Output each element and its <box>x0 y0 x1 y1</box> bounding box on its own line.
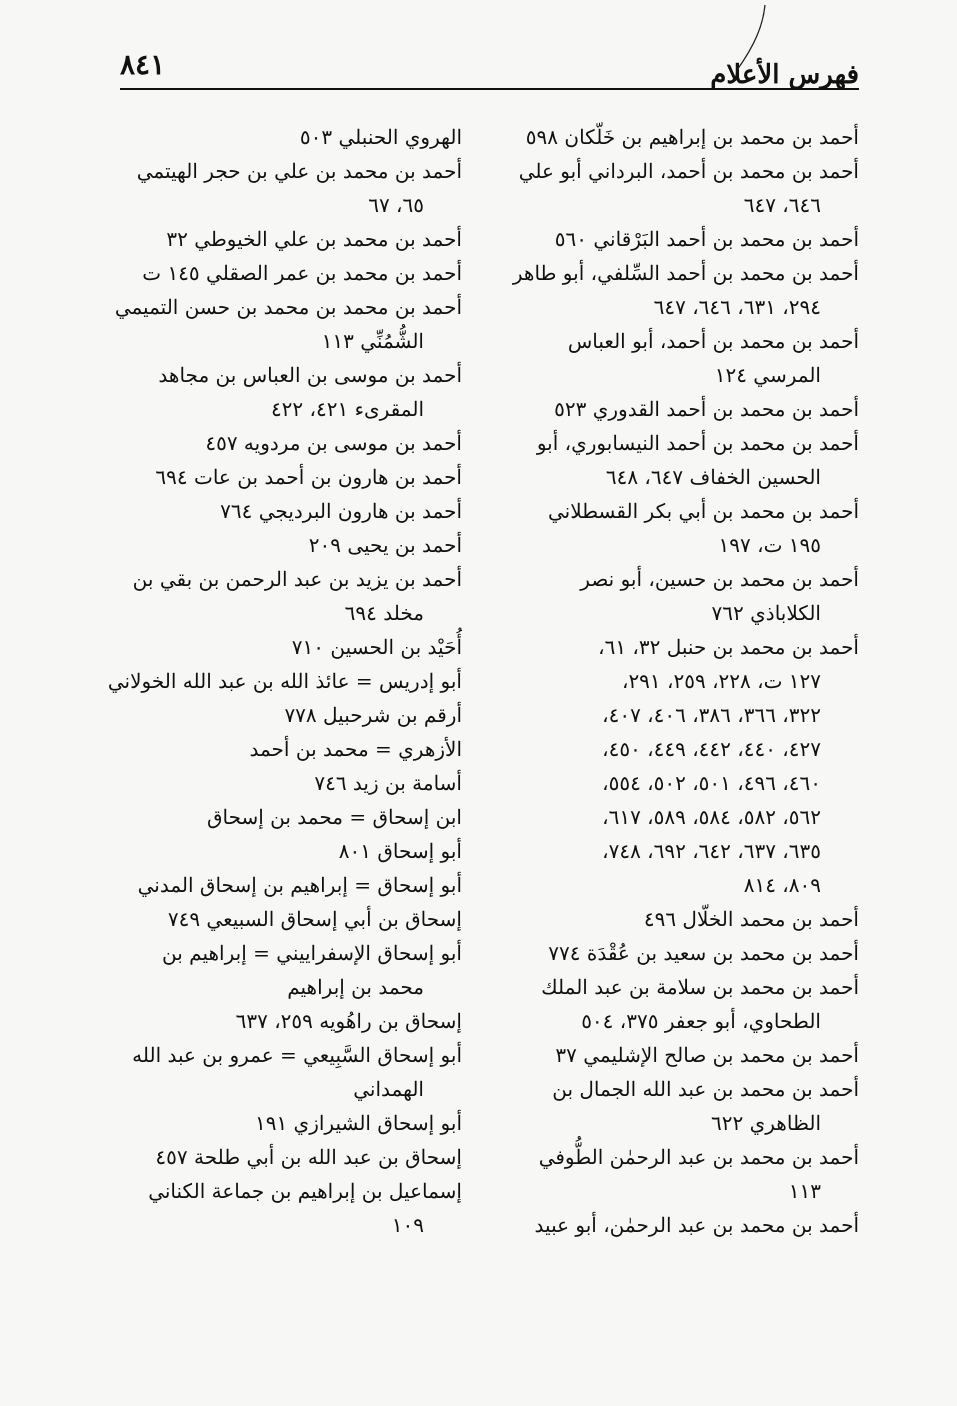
page-number: ٨٤١ <box>120 48 166 81</box>
index-title: فهرس الأعلام <box>710 60 859 90</box>
index-entry <box>112 460 462 494</box>
index-entry <box>107 664 462 698</box>
index-entry-line: أحمد بن محمد بن حسين، أبو نصر <box>580 567 859 591</box>
index-entry <box>112 256 462 290</box>
index-entry <box>489 562 859 630</box>
index-entry-line: الهروي الحنبلي ٥٠٣ <box>299 125 462 149</box>
index-entry <box>112 1174 462 1242</box>
index-entry-line: أحمد بن محمد بن عمر الصقلي ١٤٥ ت <box>142 261 462 285</box>
index-entry <box>489 392 859 426</box>
index-entry <box>489 154 859 222</box>
index-entry-line: محمد بن إبراهيم <box>287 975 424 999</box>
index-entry <box>489 630 859 902</box>
index-entry-line: أحمد بن محمد بن أحمد السِّلفي، أبو طاهر <box>512 261 859 285</box>
index-entry-line: أحمد بن محمد بن صالح الإشليمي ٣٧ <box>555 1043 859 1067</box>
index-entry-line: الطحاوي، أبو جعفر ٣٧٥، ٥٠٤ <box>581 1009 821 1033</box>
index-entry-line: أبو إدريس = عائذ الله بن عبد الله الخولاني <box>107 669 462 693</box>
index-entry-line: إسحاق بن راهُويه ٢٥٩، ٦٣٧ <box>235 1009 462 1033</box>
index-entry-line: ٨٠٩، ٨١٤ <box>743 873 821 897</box>
index-entry-line: أحمد بن محمد الخلّال ٤٩٦ <box>643 907 859 931</box>
index-entry <box>112 290 462 358</box>
index-entry <box>489 970 859 1038</box>
index-entry-line: أبو إسحاق = إبراهيم بن إسحاق المدني <box>137 873 462 897</box>
index-entry-line: ١٩٥ ت، ١٩٧ <box>718 533 821 557</box>
index-entry-line: أبو إسحاق الإسفراييني = إبراهيم بن <box>162 941 462 965</box>
index-entry-line: ٢٩٤، ٦٣١، ٦٤٦، ٦٤٧ <box>653 295 821 319</box>
index-entry-line: ٦٤٦، ٦٤٧ <box>743 193 821 217</box>
index-entry <box>489 324 859 392</box>
index-entry-line: المقرىء ٤٢١، ٤٢٢ <box>270 397 424 421</box>
index-entry <box>112 800 462 834</box>
index-entry-line: أحمد بن محمد بن أحمد النيسابوري، أبو <box>536 431 859 455</box>
index-entry-line: أحمد بن هارون البرديجي ٧٦٤ <box>220 499 462 523</box>
index-entry-line: أحمد بن محمد بن سعيد بن عُقْدَة ٧٧٤ <box>548 941 859 965</box>
index-entry-line: أبو إسحاق السَّبِيعي = عمرو بن عبد الله <box>132 1043 462 1067</box>
index-entry-line: ١٠٩ <box>391 1213 424 1237</box>
index-entry-line: أحمد بن هارون بن أحمد بن عات ٦٩٤ <box>155 465 462 489</box>
index-column-right <box>489 120 859 1242</box>
index-entry-line: ١١٣ <box>788 1179 821 1203</box>
index-entry <box>489 426 859 494</box>
index-entry-line: إسماعيل بن إبراهيم بن جماعة الكناني <box>148 1179 462 1203</box>
index-entry <box>112 698 462 732</box>
index-entry <box>112 528 462 562</box>
index-entry-line: أحمد بن محمد بن سلامة بن عبد الملك <box>541 975 859 999</box>
index-entry-line: الكلاباذي ٧٦٢ <box>711 601 821 625</box>
index-entry <box>112 1038 462 1106</box>
index-entry <box>112 936 462 1004</box>
index-entry-line: أبو إسحاق ٨٠١ <box>338 839 462 863</box>
index-entry <box>112 1140 462 1174</box>
index-entry <box>112 1106 462 1140</box>
index-entry-line: أحمد بن موسى بن العباس بن مجاهد <box>158 363 462 387</box>
index-entry-line: أحمد بن محمد بن أحمد، البرداني أبو علي <box>518 159 859 183</box>
index-entry-line: أحمد بن محمد بن أحمد القدوري ٥٢٣ <box>554 397 859 421</box>
index-entry-line: الهمداني <box>353 1077 424 1101</box>
index-entry-line: ٤٢٧، ٤٤٠، ٤٤٢، ٤٤٩، ٤٥٠، <box>602 737 821 761</box>
index-entry <box>489 494 859 562</box>
index-entry-line: أرقم بن شرحبيل ٧٧٨ <box>284 703 462 727</box>
index-entry <box>112 834 462 868</box>
index-entry <box>489 1140 859 1208</box>
index-entry-line: أحمد بن محمد بن أحمد البَرْقاني ٥٦٠ <box>554 227 859 251</box>
index-entry-line: ١٢٧ ت، ٢٢٨، ٢٥٩، ٢٩١، <box>621 669 821 693</box>
index-entry <box>112 222 462 256</box>
index-entry <box>112 1004 462 1038</box>
index-entry <box>112 902 462 936</box>
header-rule <box>120 88 859 90</box>
index-entry-line: أحمد بن محمد بن عبد الرحمٰن الطُّوفي <box>538 1145 859 1169</box>
index-entry-line: أحمد بن يزيد بن عبد الرحمن بن بقي بن <box>132 567 462 591</box>
index-entry <box>489 1208 859 1242</box>
index-entry-line: أحمد بن محمد بن علي بن حجر الهيتمي <box>136 159 462 183</box>
index-entry <box>489 222 859 256</box>
index-entry-line: الظاهري ٦٢٢ <box>711 1111 821 1135</box>
index-entry <box>112 562 462 630</box>
index-entry-line: الأزهري = محمد بن أحمد <box>249 737 462 761</box>
index-entry-line: أسامة بن زيد ٧٤٦ <box>314 771 462 795</box>
index-entry <box>112 630 462 664</box>
header-stroke <box>735 0 775 80</box>
index-entry-line: أحمد بن يحيى ٢٠٩ <box>308 533 462 557</box>
index-entry-line: المرسي ١٢٤ <box>714 363 821 387</box>
index-entry-line: أحمد بن محمد بن إبراهيم بن خَلّكان ٥٩٨ <box>525 125 859 149</box>
index-entry-line: أحمد بن محمد بن عبد الله الجمال بن <box>552 1077 859 1101</box>
index-entry <box>112 494 462 528</box>
index-entry-line: ٦٥، ٦٧ <box>368 193 424 217</box>
index-entry <box>489 1072 859 1140</box>
index-entry-line: إسحاق بن عبد الله بن أبي طلحة ٤٥٧ <box>155 1145 462 1169</box>
index-entry-line: ٣٢٢، ٣٦٦، ٣٨٦، ٤٠٦، ٤٠٧، <box>602 703 821 727</box>
index-entry-line: إسحاق بن أبي إسحاق السبيعي ٧٤٩ <box>167 907 462 931</box>
index-entry-line: أحمد بن محمد بن حنبل ٣٢، ٦١، <box>598 635 859 659</box>
index-column-left <box>107 120 462 1242</box>
index-entry-line: ٥٦٢، ٥٨٢، ٥٨٤، ٥٨٩، ٦١٧، <box>602 805 821 829</box>
index-entry-line: أحمد بن محمد بن محمد بن حسن التميمي <box>114 295 462 319</box>
index-entry <box>489 256 859 324</box>
index-entry <box>112 868 462 902</box>
index-entry-line: أحمد بن محمد بن عبد الرحمٰن، أبو عبيد <box>534 1213 859 1237</box>
index-entry-line: أحمد بن محمد بن علي الخيوطي ٣٢ <box>166 227 462 251</box>
index-entry-line: أُحَيْد بن الحسين ٧١٠ <box>291 635 462 659</box>
index-entry <box>112 154 462 222</box>
index-entry-line: مخلد ٦٩٤ <box>344 601 424 625</box>
index-entry <box>489 936 859 970</box>
index-entry <box>112 358 462 426</box>
index-entry-line: أحمد بن محمد بن أبي بكر القسطلاني <box>547 499 859 523</box>
index-entry-line: أحمد بن محمد بن أحمد، أبو العباس <box>567 329 859 353</box>
index-entry-line: الشُّمُنِّي ١١٣ <box>321 329 424 353</box>
index-entry-line: أحمد بن موسى بن مردويه ٤٥٧ <box>205 431 462 455</box>
index-entry <box>489 120 859 154</box>
index-entry <box>489 902 859 936</box>
index-entry <box>112 426 462 460</box>
index-entry-line: ٤٦٠، ٤٩٦، ٥٠١، ٥٠٢، ٥٥٤، <box>602 771 821 795</box>
index-entry-line: ابن إسحاق = محمد بن إسحاق <box>206 805 462 829</box>
index-entry <box>489 1038 859 1072</box>
index-entry <box>112 732 462 766</box>
index-entry-line: أبو إسحاق الشيرازي ١٩١ <box>254 1111 462 1135</box>
index-entry <box>112 766 462 800</box>
index-entry <box>112 120 462 154</box>
index-entry-line: الحسين الخفاف ٦٤٧، ٦٤٨ <box>605 465 821 489</box>
index-entry-line: ٦٣٥، ٦٣٧، ٦٤٢، ٦٩٢، ٧٤٨، <box>602 839 821 863</box>
